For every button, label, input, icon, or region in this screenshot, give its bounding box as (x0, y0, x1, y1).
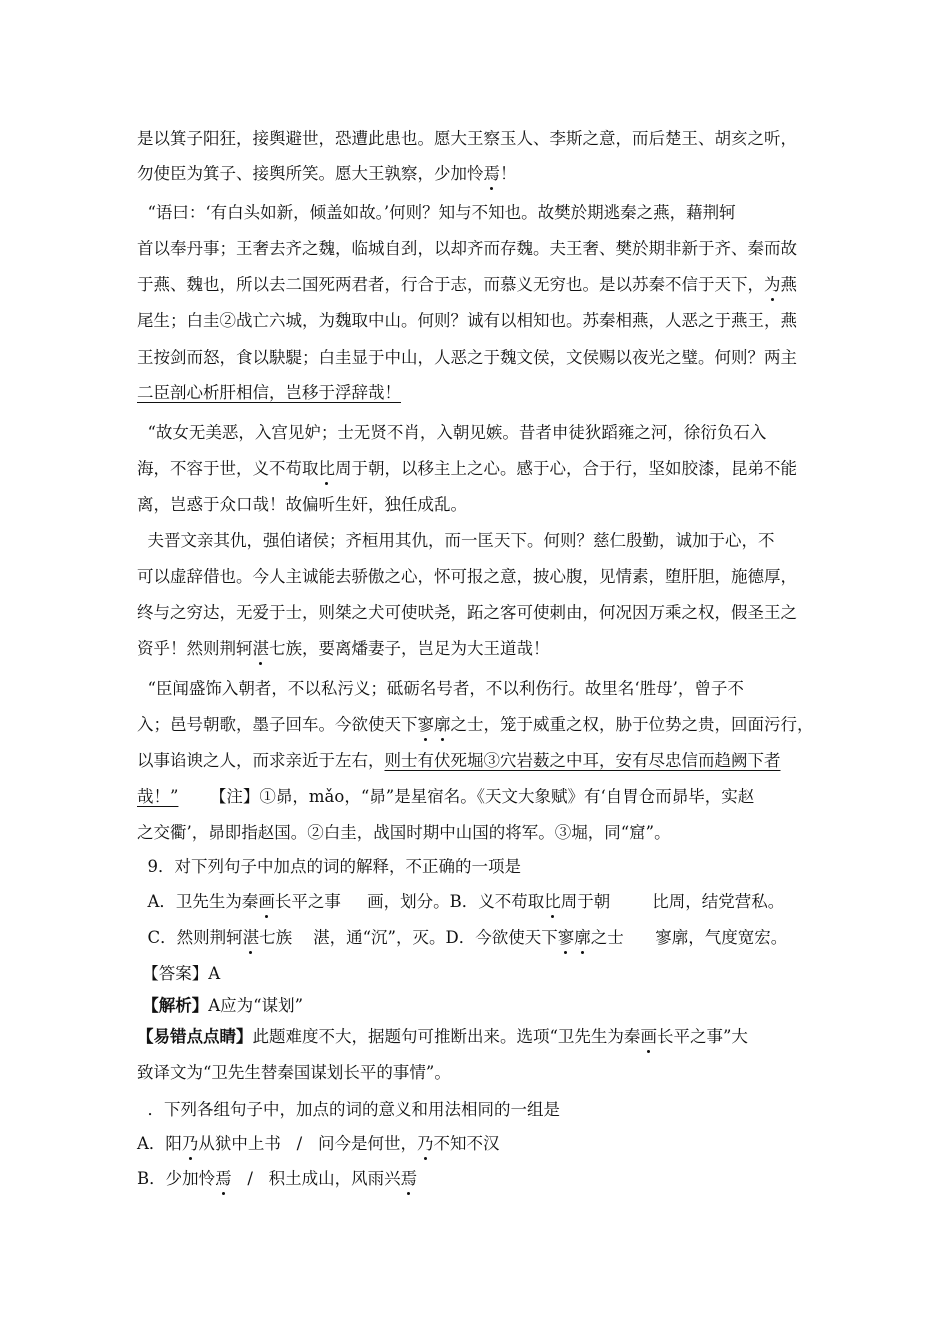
underlined-text: 哉！” (137, 787, 179, 806)
text-line (137, 347, 827, 371)
text-run: 之士 寥廓，气度宽宏。 (590, 928, 788, 947)
text-run: 之士，笼于威重之权，胁于位势之贵，回面污行， (450, 715, 814, 734)
text-line (137, 822, 827, 846)
emphasis-dot-char: 湛 (242, 928, 260, 947)
text-line (137, 638, 827, 662)
text-run: B．少加怜 (137, 1169, 216, 1188)
text-run: 可以虚辞借也。今人主诚能去骄傲之心，怀可报之意，披心腹，见情素，堕肝胆，施德厚， (137, 567, 797, 586)
text-run: C．然则荆轲 (137, 928, 243, 947)
text-run: 海，不容于世，义不苟取 (137, 459, 319, 478)
emphasis-dot-char: 为 (764, 275, 781, 294)
bold-label: 【解析】 (142, 996, 209, 1015)
text-run: 离，岂惑于众口哉！故偏听生奸，独任成乱。 (137, 495, 467, 514)
text-run: / 积土成山，风雨兴 (231, 1169, 401, 1188)
text-line (137, 1133, 827, 1157)
text-run: 王按剑而怒，食以駃騠；白圭显于中山，人恶之于魏文侯，文侯赐以夜光之璧。何则？两主 (137, 348, 797, 367)
text-run: 周于朝 比周，结党营私。 (560, 892, 785, 911)
text-run: 之交衢’，昴即指赵国。②白圭，战国时期中山国的将军。③堀，同“窟”。 (137, 823, 671, 842)
text-line (137, 458, 827, 482)
text-line (137, 202, 827, 226)
text-run: 不知不汉 (433, 1134, 500, 1153)
text-line (137, 274, 827, 298)
emphasis-dot-char: 寥 (417, 715, 434, 734)
text-line (137, 602, 827, 626)
text-run: 夫晋文亲其仇，强伯诸侯；齐桓用其仇，而一匡天下。何则？慈仁殷勤，诚加于心，不 (137, 531, 775, 550)
text-line (137, 1168, 827, 1192)
text-run: 以事谄谀之人，而求亲近于左右， (137, 751, 385, 770)
text-line (137, 714, 827, 738)
text-line (137, 678, 827, 702)
text-run: 是以箕子阳狂，接舆避世，恐遭此患也。愿大王察玉人、李斯之意，而后楚王、胡亥之听， (137, 129, 797, 148)
text-run: 此题难度不大，据题句可推断出来。选项“卫先生为秦 (252, 1027, 641, 1046)
text-line (137, 750, 827, 774)
emphasis-dot-char: 焉 (483, 164, 500, 183)
text-run: 七族，要离燔妻子，岂足为大王道哉！ (269, 639, 550, 658)
emphasis-dot-char: 焉 (215, 1169, 232, 1188)
text-line (137, 494, 827, 518)
text-line (137, 128, 827, 152)
emphasis-dot-char: 比 (318, 459, 335, 478)
text-line (137, 1026, 827, 1050)
text-run: “臣闻盛饰入朝者，不以私污义；砥砺名号者，不以利伤行。故里名‘胜母’，曾子不 (137, 679, 744, 698)
text-run: 资乎！然则荆轲 (137, 639, 253, 658)
text-line (137, 382, 827, 406)
text-run: ！ (500, 164, 517, 183)
text-run: 首以奉丹事；王奢去齐之魏，临城自刭，以却齐而存魏。夫王奢、樊於期非新于齐、秦而故 (137, 239, 797, 258)
text-run: 周于朝，以移主上之心。感于心，合于行，坚如胶漆，昆弟不能 (335, 459, 797, 478)
text-run: 9．对下列句子中加点的词的解释，不正确的一项是 (137, 857, 521, 876)
emphasis-dot-char: 乃 (181, 1134, 199, 1153)
text-run: 燕 (780, 275, 797, 294)
text-line (137, 891, 827, 915)
text-line (137, 163, 827, 187)
emphasis-dot-char: 湛 (252, 639, 269, 658)
text-run: 长平之事 画，划分。B．义不苟取 (274, 892, 545, 911)
text-line (137, 963, 827, 987)
text-line (137, 238, 827, 262)
text-run: ．下列各组句子中，加点的词的意义和用法相同的一组是 (137, 1100, 560, 1119)
text-run: A．卫先生为秦 (137, 892, 259, 911)
text-run: A．阳 (137, 1134, 182, 1153)
text-run: 入；邑号朝歌，墨子回车。今欲使天下 (137, 715, 418, 734)
text-line (137, 1099, 827, 1123)
emphasis-dot-char: 画 (640, 1027, 657, 1046)
emphasis-dot-char: 画 (258, 892, 275, 911)
text-run: 终与之穷达，无爱于士，则桀之犬可使吠尧，跖之客可使刺由，何况因万乘之权，假圣王之 (137, 603, 797, 622)
text-run: 七族 湛，通“沉”，灭。D．今欲使天下 (259, 928, 558, 947)
emphasis-dot-char: 乃 (416, 1134, 434, 1153)
text-run: 于燕、魏也，所以去二国死两君者，行合于志，而慕义无穷也。是以苏秦不信于天下， (137, 275, 764, 294)
text-line (137, 422, 827, 446)
emphasis-dot-char: 寥 (557, 928, 575, 947)
text-run: “语曰：‘有白头如新，倾盖如故。’何则？知与不知也。故樊於期逃秦之燕，藉荆轲 (137, 203, 736, 222)
bold-label: 【易错点点睛】 (137, 1027, 253, 1046)
text-line (137, 310, 827, 334)
text-line (137, 927, 827, 951)
emphasis-dot-char: 焉 (400, 1169, 418, 1188)
emphasis-dot-char: 廓 (574, 928, 591, 947)
emphasis-dot-char: 比 (544, 892, 561, 911)
underlined-text: 二臣剖心析肝相信，岂移于浮辞哉！ (137, 383, 401, 402)
text-run: 【注】①昴，mǎo，“昴”是星宿名。《天文大象赋》有‘自胃仓而昴毕，实赵 (178, 787, 755, 806)
text-line (137, 856, 827, 880)
text-run: 致译文为“卫先生替秦国谋划长平的事情”。 (137, 1063, 451, 1082)
underlined-text: 则士有伏死堀③穴岩薮之中耳，安有尽忠信而趋阙下者 (384, 751, 781, 770)
text-run: 勿使臣为箕子、接舆所笑。愿大王孰察，少加怜 (137, 164, 484, 183)
text-run: A应为“谋划” (208, 996, 304, 1015)
text-run: “故女无美恶，入宫见妒；士无贤不肖，入朝见嫉。昔者申徒狄蹈雍之河，徐衍负石入 (137, 423, 767, 442)
text-line (137, 530, 827, 554)
text-run: 长平之事”大 (656, 1027, 748, 1046)
text-run: 从狱中上书 / 问今是何世， (198, 1134, 417, 1153)
text-run: 尾生；白圭②战亡六城，为魏取中山。何则？诚有以相知也。苏秦相燕，人恶之于燕王，燕 (137, 311, 797, 330)
text-line (137, 995, 827, 1019)
text-run: 【答案】A (137, 964, 221, 983)
text-line (137, 1062, 827, 1086)
emphasis-dot-char: 廓 (434, 715, 451, 734)
text-line (137, 566, 827, 590)
text-line (137, 786, 827, 810)
